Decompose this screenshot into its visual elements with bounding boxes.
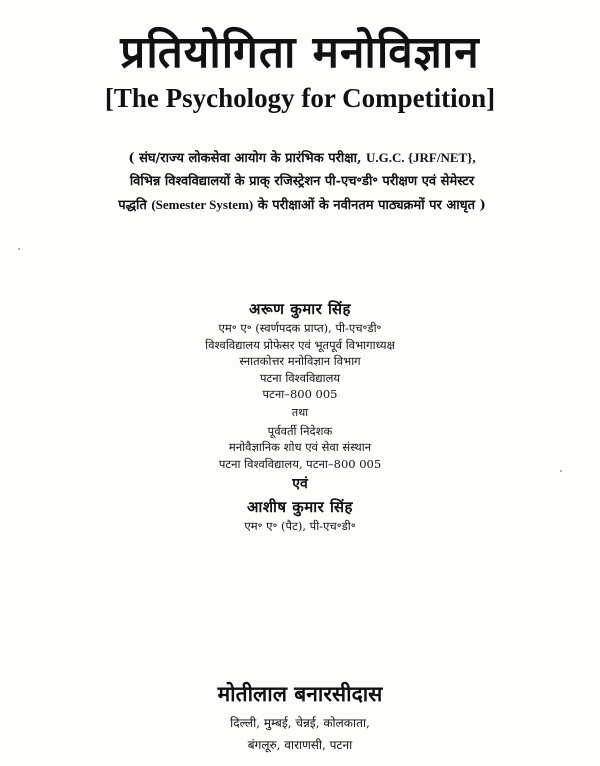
subtitle <box>52 146 552 217</box>
subtitle-line-3-english: (Semester System) <box>151 197 254 212</box>
author2-name: आशीष कुमार सिंह <box>246 498 354 516</box>
subtitle-line-1-hindi: ( संघ/राज्य लोकसेवा आयोग के प्रारंभिक परीक्षा, <box>128 151 367 166</box>
author1-name: अरूण कुमार सिंह <box>249 300 351 318</box>
authors-block <box>0 298 600 535</box>
author1-institute: मनोवैज्ञानिक शोध एवं सेवा संस्थान <box>228 440 372 454</box>
subtitle-line-3-c: के परीक्षाओं के नवीनतम पाठ्यक्रमों पर आधृत ) <box>253 198 486 213</box>
subtitle-line-1-english: U.G.C. {JRF/NET}, <box>366 150 476 165</box>
book-title-hindi: प्रतियोगिता मनोविज्ञान <box>120 27 480 78</box>
author1-position: विश्वविद्यालय प्रोफेसर एवं भूतपूर्व विभागाध्यक्ष <box>205 337 395 352</box>
author2-degree: एम॰ ए॰ (पैट), पी-एच॰डी॰ <box>244 519 356 533</box>
publisher-name: मोतीलाल बनारसीदास <box>217 681 383 706</box>
subtitle-line-3-a: पद्धति <box>118 198 152 213</box>
subtitle-line-3 <box>52 193 552 217</box>
author1-degree: एम॰ ए॰ (स्वर्णपदक प्राप्त), पी-एच॰डी॰ <box>218 321 382 335</box>
author1-institute-address: पटना विश्वविद्यालय, पटना–800 005 <box>218 456 382 471</box>
publisher-cities <box>0 712 600 756</box>
author1-department: स्नातकोत्तर मनोविज्ञान विभाग <box>239 354 361 368</box>
scan-speck <box>560 470 562 472</box>
author1-former-role: पूर्ववर्ती निदेशक <box>267 423 333 438</box>
publisher-cities-line-2: बंगलूरु, वाराणसी, पटना <box>247 738 353 752</box>
subtitle-line-1 <box>52 146 552 170</box>
subtitle-line-2: विभिन्न विश्वविद्यालयों के प्राक् रजिस्ट्रेशन पी-एच॰डी॰ परीक्षण एवं सेमेस्टर <box>129 174 475 189</box>
and-connector: एवं <box>292 476 308 492</box>
book-title-english: [The Psychology for Competition] <box>104 83 496 113</box>
publisher-cities-line-1: दिल्ली, मुम्बई, चेन्नई, कोलकाता, <box>230 716 370 730</box>
author1-connector: तथा <box>291 405 309 419</box>
author1-university: पटना विश्वविद्यालय <box>259 370 341 385</box>
author1-pin: पटना–800 005 <box>262 387 338 401</box>
scan-speck <box>18 248 20 250</box>
